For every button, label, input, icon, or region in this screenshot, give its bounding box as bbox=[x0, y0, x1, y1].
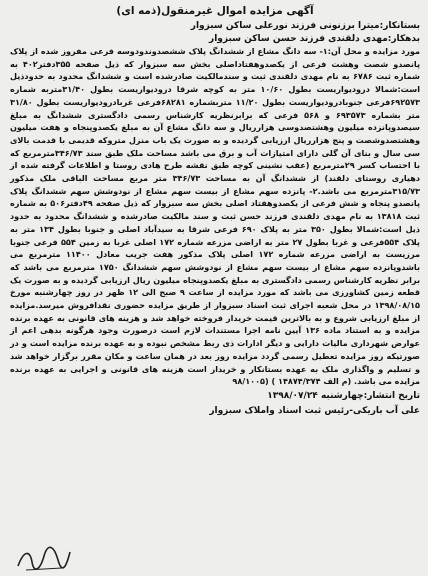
handwritten-signature bbox=[14, 542, 74, 574]
creditor-line: بستانکار:میترا برزنونی فرزند نورعلی ساکن سبزوار bbox=[190, 21, 420, 31]
notice-body: مورد مزایده و محل آن:۱- سه دانگ مشاع از ششدانگ پلاک ششصدوندودوسه فرعی مفروز شده از پلاک پانصدو شصت وهشت فرعی از یکصدوهفتاداصلی بخش سه سبزوار که ذیل صفحه ۳۵۵دفتر۴۰۲ به شماره ثبت ۶۷۸۶ به نام مهدی دلقندی ثبت و سندمالکیت صادرشده است و ششدانگ محدود به حدودذیل است:شمالا درودیواریست بطول ۱۰/۶۰ متر به کوچه شرقا درودیواریست بطول ۳۱/۴۰متربه شماره ۶۹۲۵۷۳فرعی جنوبادرودیواریست بطول ۱۱/۲۰ متربشماره ۶۸۲۸۱فرعی غربادرودیواریست بطول ۳۱/۸۰ متر بشماره ۶۹۳۵۷۳ و ۵۶۸ فرعی که برابرنظریه کارشناس رسمی دادگستری ششدانگ به مبلغ سیصدوپانزده میلیون وهشتصدوسی هزارریال و سه دانگ مشاع آن به مبلغ یکصدوپنجاه و هفت میلیون وهشتصدوشصت و پنج هزارریال ارزیابی گردیده و به صورت یک باب منزل متروکه قدیمی با قدمت بالای سی سال و بنای آن گلی دارای امتیازات آب و برق می باشد مساحت ملک طبق سند ۳۴۶/۷۳مترمربع که با احتساب کسر ۲۹مترمربع (عقب نشینی کوچه طبق نقشه طرح هادی روستا و اطلاعات گرفته شده از دهیاری روستای دلقند) از ششدانگ آن به مساحت ۳۴۶/۷۳ متر مربع مساحت الباقی ملک مذکور ۳۱۵/۷۳مترمربع می باشد.۲- پانزده سهم مشاع از بیست سهم مشاع از نودوشش سهم ششدانگ پلاک پانصدو پنجاه و شش فرعی از یکصدوهفتاد اصلی بخش سه سبزوار که ذیل صفحه ۴۹دفتر۵۰۶ به شماره ثبت ۱۳۸۱۸ به نام مهدی دلقندی فرزند حسن ثبت و سند مالکیت صادرشده و ششدانگ محدود به حدود ذیل است:شمالا بطول ۳۵۰ متر به پلاک ۶۹۰ فرعی شرقا به سیدآباد اصلی و جنوبا بطول ۱۳۴ متر به پلاک ۵۵۴فرعی و غربا بطول ۲۷ متر به اراضی مزرعه شماره ۱۷۲ اصلی غربا به زمین ۵۵۴ فرعی جنوبا مرزیست به اراضی مزرعه شماره ۱۷۲ اصلی پلاک مذکور هفت جریب معادل ۱۱۴۰۰ مترمربع می باشدوپانزده سهم مشاع از بیست سهم مشاع از نودوشش سهم ششدانگ ۱۷۵۰ مترمربع می باشد که برابر نظریه کارشناس رسمی دادگستری به مبلغ یکصدوپنجاه میلیون ریال ارزیابی گردیده و به صورت یک قطعه زمین کشاورزی می باشد که مورد مزایده از ساعت ۹ صبح الی ۱۲ ظهر در روز چهارشنبه مورخ ۱۳۹۸/۰۸/۱۵ در محل شعبه اجرای ثبت اسناد سبزوار از طریق مزایده حضوری نقدافروش میرسد.مزایده از مبلغ ارزیابی شروع و به بالاترین قیمت خریدار فروخته خواهد شد و هزینه های قانونی به عهده برنده مزایده و به استناد ماده ۱۳۶ آیین نامه اجرا مستندات لازم است درصورت وجود هرگونه بدهی اعم از عوارض شهرداری مالیات دارایی و دیگر ادارات ذی ربط مشخص نبوده و به عهده برنده مزایده است و در صورتیکه روز مزایده تعطیل رسمی گردد مزایده روز بعد در همان ساعت و مکان مقرر برگزار خواهد شد و تسلیم و واگذاری ملک به عهده بستانکار و خریدار است هزینه های قانونی و اجرایی به عهده برنده مزایده می باشد. (م الف ۱۴۸۷۴/۳۷۴ ) (۹۸/۱۰۰۵ bbox=[10, 46, 421, 387]
debtor-line: بدهکار:مهدی دلقندی فرزند حسن ساکن سبزوار bbox=[209, 33, 420, 44]
publish-date: تاریخ انتشار:چهارشنبه ۱۳۹۸/۰۷/۲۴ bbox=[267, 390, 420, 401]
notice-title: آگهی مزایده اموال غیرمنقول(ذمه ای) bbox=[116, 5, 314, 17]
signature-line: علی آب باریکی-رئیس ثبت اسناد واملاک سبزوار bbox=[209, 405, 420, 416]
